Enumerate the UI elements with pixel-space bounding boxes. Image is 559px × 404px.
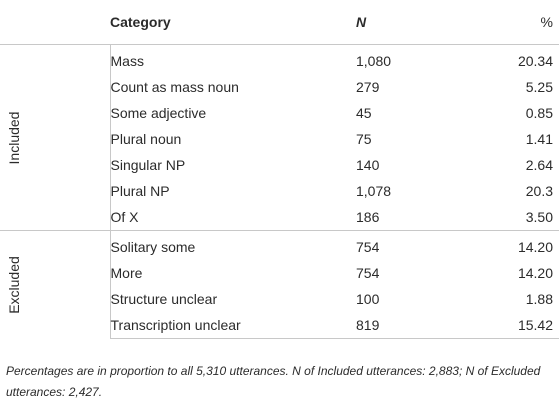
table-row xyxy=(0,231,559,261)
category-cell: Count as mass noun xyxy=(110,79,239,95)
category-cell: Plural NP xyxy=(110,183,170,199)
category-cell: More xyxy=(110,265,143,281)
category-cell: Structure unclear xyxy=(110,291,218,307)
n-cell: 754 xyxy=(356,231,474,261)
n-cell: 45 xyxy=(356,105,372,121)
category-cell: Transcription unclear xyxy=(110,312,356,339)
table-row xyxy=(0,45,559,75)
category-cell: Solitary some xyxy=(110,231,356,261)
n-cell: 1,078 xyxy=(356,183,392,199)
group-label-included-cell xyxy=(0,45,110,231)
table-header xyxy=(0,0,559,45)
n-cell: 186 xyxy=(356,209,380,225)
category-cell: Plural noun xyxy=(110,131,182,147)
header-n: N xyxy=(356,0,474,45)
group-label-excluded: Excluded xyxy=(6,255,22,314)
header-row xyxy=(0,0,559,45)
n-cell: 75 xyxy=(356,131,372,147)
category-cell: Some adjective xyxy=(110,105,207,121)
table-body xyxy=(0,45,559,339)
category-cell: Singular NP xyxy=(110,157,186,173)
percent-cell: 5.25 xyxy=(525,79,553,95)
percent-cell: 20.34 xyxy=(517,53,553,69)
percent-cell: 2.64 xyxy=(525,157,553,173)
group-label-included: Included xyxy=(6,111,22,164)
percent-cell: 14.20 xyxy=(474,231,559,261)
header-category: Category xyxy=(110,0,356,45)
n-cell: 140 xyxy=(356,157,380,173)
percent-cell: 0.85 xyxy=(525,105,553,121)
n-cell: 100 xyxy=(356,291,380,307)
header-percent: % xyxy=(474,0,559,45)
header-group-blank xyxy=(0,0,110,45)
n-cell: 1,080 xyxy=(356,53,392,69)
n-cell: 279 xyxy=(356,79,380,95)
percent-cell: 20.3 xyxy=(525,183,553,199)
table-footnote: Percentages are in proportion to all 5,310 utterances. N of Included utterances: 2,883; N of Excluded utterances: 2,427. xyxy=(6,364,541,399)
group-label-excluded-cell xyxy=(0,231,110,339)
n-cell: 819 xyxy=(356,312,474,339)
percent-cell: 3.50 xyxy=(525,209,553,225)
percent-cell: 14.20 xyxy=(517,265,553,281)
percent-cell: 15.42 xyxy=(474,312,559,339)
category-cell: Mass xyxy=(110,53,144,69)
percent-cell: 1.88 xyxy=(525,291,553,307)
n-cell: 754 xyxy=(356,265,380,281)
category-cell: Of X xyxy=(110,209,139,225)
percent-cell: 1.41 xyxy=(525,131,553,147)
